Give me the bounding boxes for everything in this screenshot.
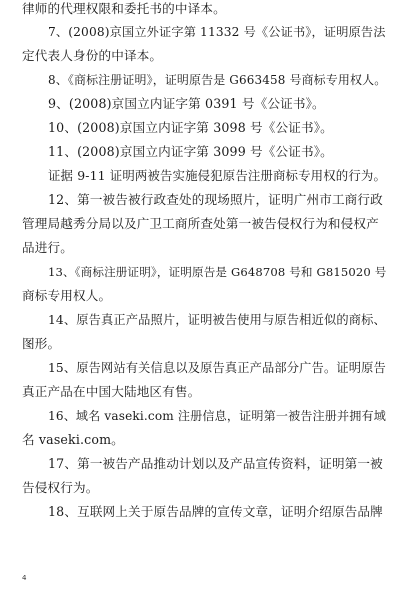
- text-line: 8、《商标注册证明》，证明原告是 G663458 号商标专用权人。: [48, 73, 387, 87]
- text-line: 商标专用权人。: [22, 288, 112, 303]
- text-line: 品进行。: [22, 240, 73, 255]
- page-number: 4: [22, 574, 27, 582]
- text-line: 10、(2008)京国立内证字第 3098 号《公证书》。: [48, 120, 333, 135]
- text-line: 16、域名 vaseki.com 注册信息，证明第一被告注册并拥有域: [48, 409, 387, 423]
- text-line: 13、《商标注册证明》，证明原告是 G648708 号和 G815020 号: [48, 265, 387, 279]
- text-line: 名 vaseki.com。: [22, 432, 124, 447]
- text-line: 图形。: [22, 336, 61, 351]
- text-line: 17、第一被告产品推动计划以及产品宣传资料，证明第一被: [48, 456, 383, 471]
- text-line: 12、第一被告被行政查处的现场照片，证明广州市工商行政: [48, 192, 383, 207]
- text-line: 定代表人身份的中译本。: [22, 48, 163, 63]
- text-line: 15、原告网站有关信息以及原告真正产品部分广告。证明原告: [48, 361, 386, 375]
- text-line: 真正产品在中国大陆地区有售。: [22, 384, 201, 399]
- text-line: 9、(2008)京国立内证字第 0391 号《公证书》。: [48, 96, 325, 111]
- text-line: 11、(2008)京国立内证字第 3099 号《公证书》。: [48, 144, 333, 159]
- text-line: 7、(2008)京国立外证字第 11332 号《公证书》，证明原告法: [48, 25, 386, 39]
- text-line: 证据 9-11 证明两被告实施侵犯原告注册商标专用权的行为。: [48, 168, 387, 183]
- text-line: 告侵权行为。: [22, 480, 99, 495]
- text-line: 18、互联网上关于原告品牌的宣传文章，证明介绍原告品牌: [48, 504, 383, 519]
- text-line: 14、原告真正产品照片，证明被告使用与原告相近似的商标、: [48, 313, 386, 327]
- text-line: 管理局越秀分局以及广卫工商所查处第一被告侵权行为和侵权产: [22, 216, 379, 231]
- text-line: 律师的代理权限和委托书的中译本。: [22, 1, 226, 16]
